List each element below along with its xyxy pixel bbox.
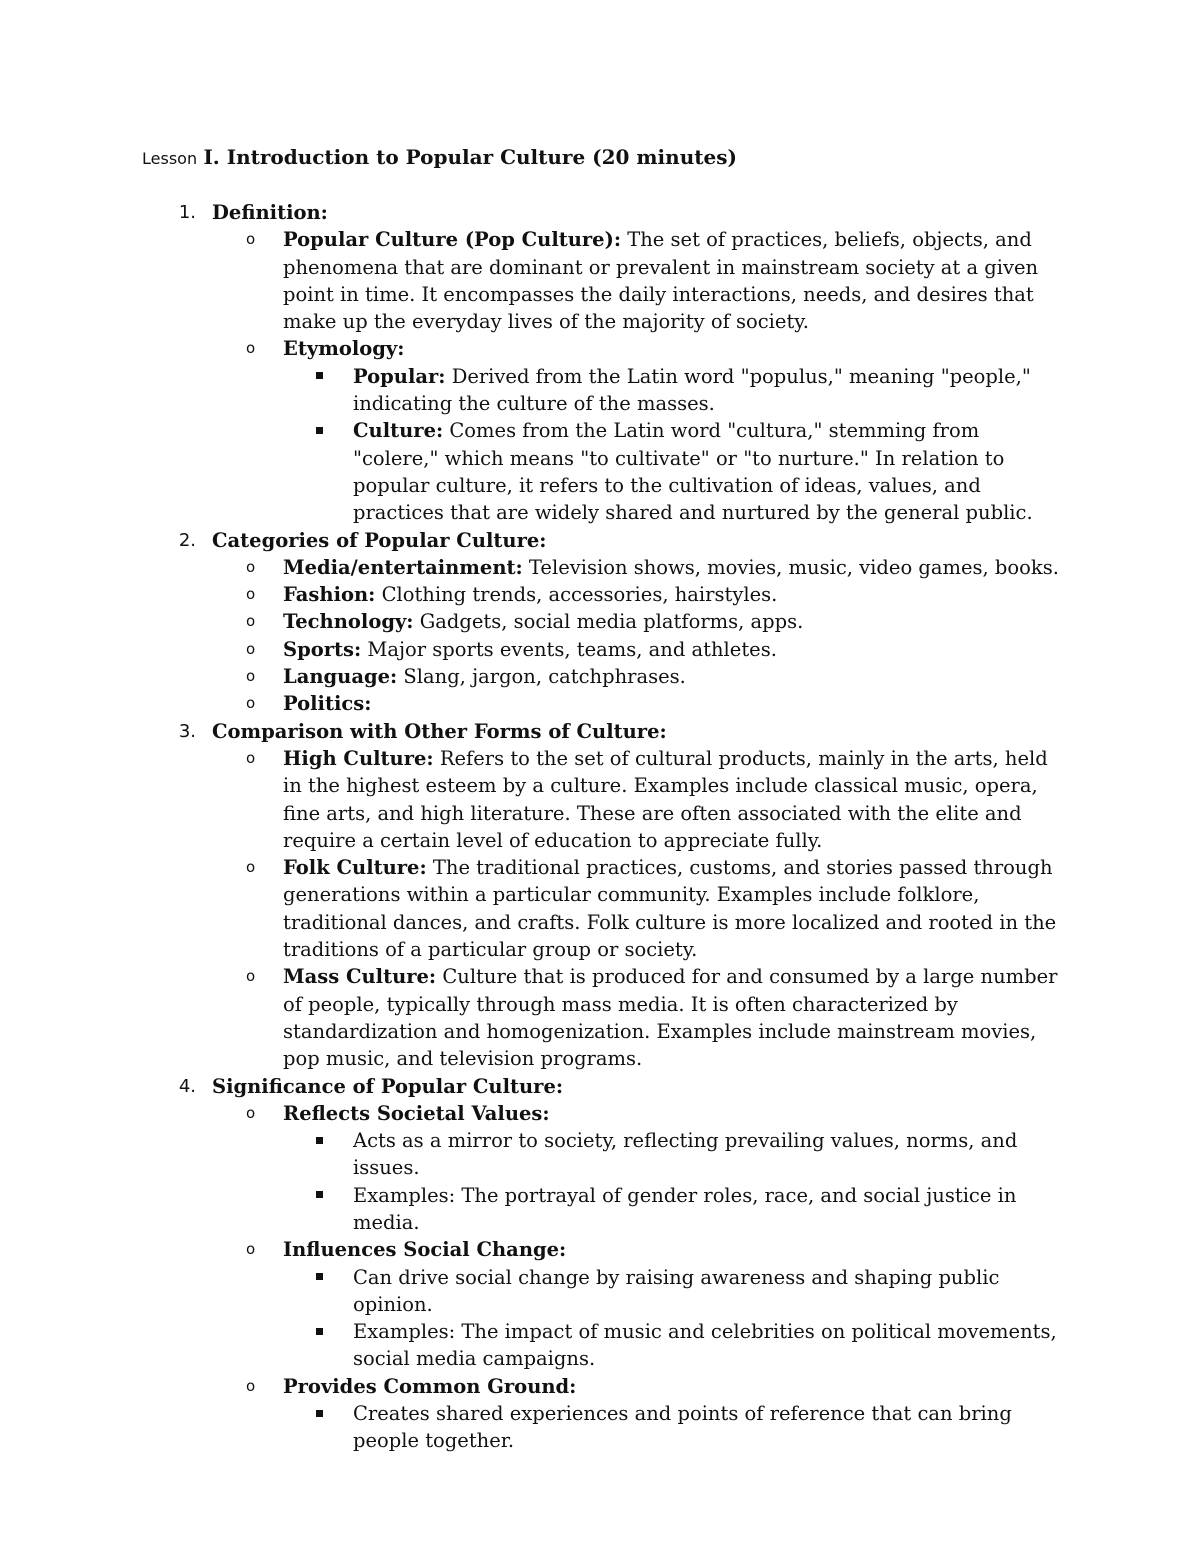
item-description: Culture that is produced for and consumed by a large number of people, typically through mass media. It is often characterized by standardization and homogenization. Examples include mainstream movies, pop music, and television programs. (283, 965, 1058, 1071)
item-term: Sports: (283, 637, 362, 661)
item-term: Popular Culture (Pop Culture): (283, 228, 622, 252)
subitem-description: Comes from the Latin word "cultura," stemming from "colere," which means "to cultivate" or "to nurture." In relation to popular culture, it refers to the cultivation of ideas, values, and practices that are widely shared and nurtured by the general public. (353, 419, 1033, 525)
circle-bullet-icon: o (246, 1376, 256, 1395)
item-text (283, 663, 1068, 690)
subitem-text (353, 1318, 1068, 1373)
section-heading (0, 718, 1200, 745)
subitem-description: Creates shared experiences and points of reference that can bring people together. (353, 1402, 1012, 1453)
subitem-description: Acts as a mirror to society, reflecting prevailing values, norms, and issues. (353, 1129, 1018, 1180)
lesson-label: Lesson (142, 149, 198, 168)
outline-item (0, 963, 1200, 1072)
subitem-text (353, 417, 1068, 526)
outline-subitem (0, 1400, 1200, 1455)
outline-subitem (0, 1127, 1200, 1182)
item-text (283, 554, 1068, 581)
outline-subitem (0, 1318, 1200, 1373)
item-text (283, 745, 1068, 854)
outline-item (0, 1373, 1200, 1400)
section-heading (0, 199, 1200, 226)
item-text (283, 854, 1068, 963)
circle-bullet-icon: o (246, 585, 256, 604)
square-bullet-icon (316, 1318, 323, 1345)
subitem-description: Derived from the Latin word "populus," meaning "people," indicating the culture of the masses. (353, 364, 1031, 416)
item-term: Influences Social Change: (283, 1238, 567, 1262)
item-text (283, 1236, 1068, 1263)
square-bullet-icon (316, 1264, 323, 1291)
outline-subitem (0, 1182, 1200, 1237)
outline-item (0, 854, 1200, 963)
subitem-text (353, 1264, 1068, 1319)
lesson-heading (142, 143, 737, 173)
item-description: The traditional practices, customs, and stories passed through generations within a particular community. Examples include folklore, traditional dances, and crafts. Folk culture is more localized and rooted in the traditions of a particular group or society. (283, 856, 1057, 962)
item-term: Language: (283, 665, 398, 689)
subitem-text (353, 1182, 1068, 1237)
square-bullet-icon (316, 1400, 323, 1427)
circle-bullet-icon: o (246, 639, 256, 658)
item-description: Slang, jargon, catchphrases. (403, 665, 686, 689)
subitem-text (353, 1400, 1068, 1455)
subitem-text (353, 1127, 1068, 1182)
item-term: High Culture: (283, 746, 434, 770)
subitem-term: Popular: (353, 364, 446, 388)
section-number: 2. (178, 529, 196, 551)
section-title: Definition: (212, 201, 328, 224)
subitem-description: Examples: The portrayal of gender roles, race, and social justice in media. (353, 1183, 1017, 1234)
outline-item (0, 745, 1200, 854)
item-term: Etymology: (283, 337, 405, 361)
circle-bullet-icon: o (246, 612, 256, 631)
lesson-title: I. Introduction to Popular Culture (20 minutes) (203, 145, 737, 169)
outline-item (0, 581, 1200, 608)
item-text (283, 1373, 1068, 1400)
item-description: Gadgets, social media platforms, apps. (419, 610, 804, 634)
subitem-text (353, 363, 1068, 418)
outline-item (0, 636, 1200, 663)
subitem-description: Examples: The impact of music and celebrities on political movements, social media campaigns. (353, 1320, 1057, 1371)
item-term: Folk Culture: (283, 856, 427, 880)
outline-item (0, 663, 1200, 690)
item-description: Clothing trends, accessories, hairstyles. (381, 583, 778, 607)
item-text (283, 226, 1068, 335)
subitem-term: Culture: (353, 419, 444, 443)
square-bullet-icon (316, 417, 323, 444)
subitem-description: Can drive social change by raising awareness and shaping public opinion. (353, 1265, 1000, 1316)
item-text (283, 608, 1068, 635)
section-number: 4. (178, 1075, 196, 1097)
section-title: Significance of Popular Culture: (212, 1074, 564, 1098)
circle-bullet-icon: o (246, 339, 256, 358)
outline-item (0, 690, 1200, 717)
circle-bullet-icon: o (246, 967, 256, 986)
section-number: 1. (178, 202, 196, 223)
section-number: 3. (178, 720, 196, 742)
outline-subitem (0, 417, 1200, 526)
outline-item (0, 1100, 1200, 1127)
outline-subitem (0, 363, 1200, 418)
square-bullet-icon (316, 363, 323, 390)
section-title: Comparison with Other Forms of Culture: (212, 719, 667, 743)
item-term: Reflects Societal Values: (283, 1101, 550, 1125)
circle-bullet-icon: o (246, 858, 256, 877)
square-bullet-icon (316, 1182, 323, 1209)
item-term: Fashion: (283, 583, 376, 607)
item-term: Politics: (283, 692, 372, 716)
item-description: Television shows, movies, music, video games, books. (528, 555, 1059, 579)
item-term: Provides Common Ground: (283, 1374, 577, 1398)
item-text (283, 335, 1068, 362)
circle-bullet-icon: o (246, 694, 256, 713)
item-description: Major sports events, teams, and athletes. (367, 637, 777, 661)
section-heading (0, 527, 1200, 554)
lesson-outline (0, 199, 1200, 1455)
circle-bullet-icon: o (246, 667, 256, 686)
section-title: Categories of Popular Culture: (212, 528, 547, 552)
item-text (283, 636, 1068, 663)
outline-item (0, 1236, 1200, 1263)
outline-subitem (0, 1264, 1200, 1319)
item-term: Technology: (283, 610, 414, 634)
circle-bullet-icon: o (246, 230, 256, 249)
item-term: Mass Culture: (283, 965, 437, 989)
item-text (283, 963, 1068, 1072)
circle-bullet-icon: o (246, 1103, 256, 1122)
item-description: Refers to the set of cultural products, mainly in the arts, held in the highest esteem by a culture. Examples include classical music, opera, fine arts, and high literature. These are often associated with the elite and require a certain level of education to appreciate fully. (283, 746, 1048, 852)
outline-item (0, 226, 1200, 335)
outline-item (0, 554, 1200, 581)
circle-bullet-icon: o (246, 557, 256, 576)
item-description: The set of practices, beliefs, objects, and phenomena that are dominant or prevalent in mainstream society at a given point in time. It encompasses the daily interactions, needs, and desires that make up the everyday lives of the majority of society. (283, 228, 1039, 334)
square-bullet-icon (316, 1127, 323, 1154)
item-text (283, 581, 1068, 608)
item-text (283, 1100, 1068, 1127)
item-term: Media/entertainment: (283, 555, 523, 579)
item-text (283, 690, 1068, 717)
circle-bullet-icon: o (246, 1240, 256, 1259)
section-heading (0, 1073, 1200, 1100)
outline-item (0, 608, 1200, 635)
circle-bullet-icon: o (246, 748, 256, 767)
outline-item (0, 335, 1200, 362)
